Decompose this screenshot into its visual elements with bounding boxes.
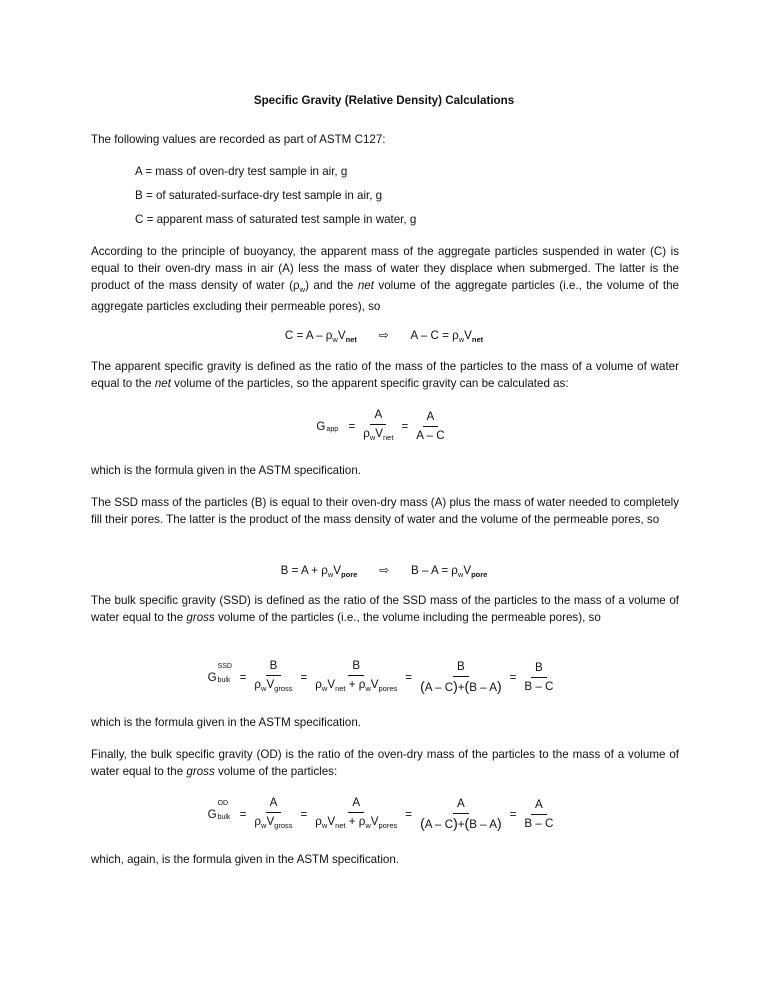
buoyancy-paragraph: According to the principle of buoyancy, the apparent mass of the aggregate particles suspended in water (C) is equal to their oven-dry mass in air (A) less the mass of water they displace when submerged. The latter is the product of the mass density of water $(\rho_w)$ and the net volume of the aggregate particles (i.e., the volume of the aggregate particles excluding their permeable pores), so [91,245,679,313]
definition-b: B = of saturated-surface-dry test sample in air, g [135,189,383,202]
equation-net-volume: $C = A - \rho_wV_{net}$ ⇨ $A - C = \rho_wV_{net}$ [284,329,484,344]
astm-note-1: which is the formula given in the ASTM specification. [91,464,362,477]
intro-text: The following values are recorded as part of ASTM C127: [91,133,386,146]
apparent-sg-paragraph: The apparent specific gravity is defined as the ratio of the mass of the particles to the mass of a volume of water equal to the net volume of the particles, so the apparent specific gravity can be calculated as: [91,360,679,390]
implies-arrow-icon: ⇨ [378,329,389,342]
bulk-od-paragraph: Finally, the bulk specific gravity (OD) is the ratio of the oven-dry mass of the particles to the mass of a volume of water equal to the gross volume of the particles: [91,748,679,778]
bulk-ssd-paragraph: The bulk specific gravity (SSD) is defined as the ratio of the SSD mass of the particles to the mass of a volume of water equal to the gross volume of the particles (i.e., the volume including the permeable pores), so [91,594,679,624]
definition-a: A = mass of oven-dry test sample in air, g [135,165,348,178]
equation-bulk-ssd: G SSD bulk = $\frac{B}{\rho_wV_{gross}}$ = $\frac{B}{\rho_wV_{net} + \rho_wV_{pores}}$ = $\frac{B}{(A - C)+(B - A)}$ = $\frac{B}{B - C}$ [207,659,554,694]
equation-pore-volume: $B = A + \rho_wV_{pore}$ ⇨ $B - A = \rho_wV_{pore}$ [280,564,488,579]
closing-note: which, again, is the formula given in the ASTM specification. [91,853,400,866]
ssd-paragraph: The SSD mass of the particles (B) is equal to their oven-dry mass (A) plus the mass of water needed to completely fill their pores. The latter is the product of the mass density of water and the volume of the permeable pores, so [91,496,679,526]
implies-arrow-icon: ⇨ [379,564,390,577]
equation-bulk-od: G OD bulk = $\frac{A}{\rho_wV_{gross}}$ = $\frac{A}{\rho_wV_{net} + \rho_wV_{pores}}$ = $\frac{A}{(A - C)+(B - A)}$ = $\frac{A}{B - C}$ [207,796,554,831]
astm-note-2: which is the formula given in the ASTM specification. [91,716,362,729]
definition-c: C = apparent mass of saturated test sample in water, g [135,213,417,226]
page-title: Specific Gravity (Relative Density) Calculations [253,94,515,107]
equation-apparent-sg: G app = $\frac{A}{\rho_wV_{net}}$ = $\frac{A}{A - C}$ [316,408,445,442]
